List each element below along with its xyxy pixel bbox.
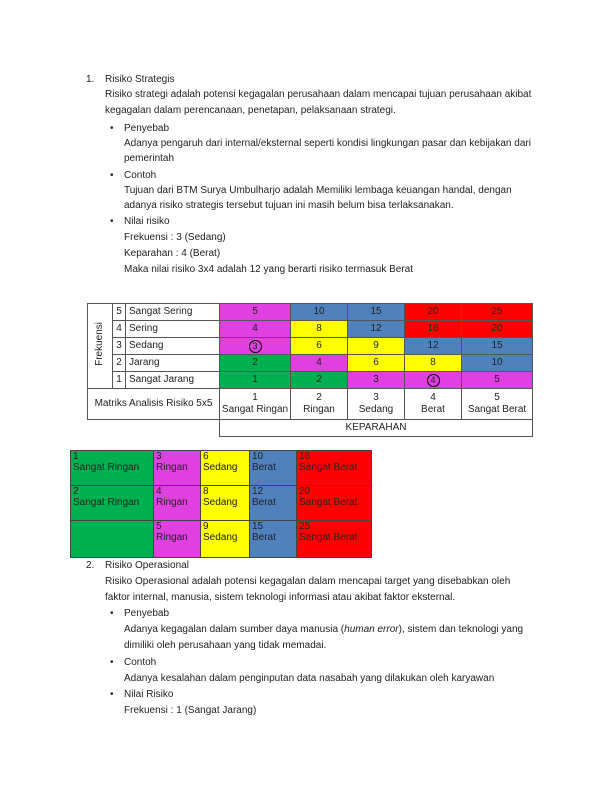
- cell-value: 12: [370, 323, 382, 334]
- desc-line: Risiko Operasional adalah potensi kegagalan dalam mencapai target yang disebabkan oleh: [105, 576, 511, 587]
- desc-line: kegagalan dalam perencanaan, penetapan, pelaksanaan strategi.: [105, 105, 396, 116]
- legend-level: Ringan: [156, 497, 188, 508]
- legend-level: Sangat Berat: [299, 497, 358, 508]
- penyebab-text: dimiliki oleh perusahaan yang tidak memadai.: [124, 640, 327, 651]
- matrix-cell: [348, 338, 405, 355]
- legend-level: Berat: [252, 532, 276, 543]
- cell-value: 15: [491, 340, 503, 351]
- column-label: Sangat Ringan: [221, 404, 289, 415]
- matrix-cell: [405, 304, 462, 321]
- legend-score: 6: [203, 451, 209, 462]
- cell-value: 3: [249, 340, 262, 353]
- column-header: [348, 389, 405, 420]
- legend-score: 4: [156, 486, 162, 497]
- column-number: 3: [373, 392, 379, 403]
- cell-value: 8: [316, 323, 322, 334]
- column-label: Berat: [421, 404, 445, 415]
- contoh-text: Tujuan dari BTM Surya Umbulharjo adalah Memiliki lembaga keuangan handal, dengan: [124, 185, 512, 196]
- frekuensi-axis-label: [88, 304, 113, 389]
- matrix-cell: [462, 372, 533, 389]
- legend-cell: [154, 521, 201, 558]
- row-number: 3: [113, 338, 126, 355]
- cell-value: 25: [491, 306, 503, 317]
- legend-level: Sedang: [203, 497, 238, 508]
- cell-value: 10: [491, 357, 503, 368]
- row-label: Sering: [126, 321, 220, 338]
- legend-score: 5: [156, 521, 162, 532]
- legend-score: 25: [299, 521, 311, 532]
- frekuensi-text: Frekuensi : 3 (Sedang): [124, 232, 226, 243]
- legend-level: Berat: [252, 462, 276, 473]
- cell-value: 1: [252, 374, 258, 385]
- matrix-row: [88, 338, 533, 355]
- column-label: Sangat Berat: [467, 404, 527, 415]
- legend-cell: [201, 451, 250, 486]
- legend-cell: [71, 521, 154, 558]
- matrix-cell: [405, 355, 462, 372]
- matrix-row: [88, 372, 533, 389]
- legend-score: 15: [252, 521, 264, 532]
- emphasis-run: human error: [344, 624, 399, 635]
- matrix-caption: Matriks Analisis Risiko 5x5: [88, 389, 220, 420]
- legend-cell: [297, 521, 372, 558]
- frekuensi-text: Frekuensi: [94, 322, 105, 366]
- column-header: [405, 389, 462, 420]
- bullet-icon: •: [110, 170, 114, 181]
- row-number: 4: [113, 321, 126, 338]
- nilai-label: Nilai risiko: [124, 216, 170, 227]
- cell-value: 12: [427, 340, 439, 351]
- cell-value: 9: [373, 340, 379, 351]
- matrix-cell: [220, 321, 291, 338]
- column-number: 4: [430, 392, 436, 403]
- risk-matrix: [87, 303, 533, 437]
- legend-score: 16: [299, 451, 311, 462]
- legend-cell: [201, 486, 250, 521]
- frekuensi-text: Frekuensi : 1 (Sangat Jarang): [124, 705, 257, 716]
- section-number: 2.: [86, 560, 95, 571]
- cell-value: 8: [430, 357, 436, 368]
- legend-score: 2: [73, 486, 79, 497]
- bullet-icon: •: [110, 608, 114, 619]
- keparahan-row: [88, 420, 533, 437]
- cell-value: 5: [494, 374, 500, 385]
- column-header: [462, 389, 533, 420]
- matrix-cell: [405, 321, 462, 338]
- matrix-cell: [405, 338, 462, 355]
- contoh-label: Contoh: [124, 657, 157, 668]
- legend-level: Ringan: [156, 462, 188, 473]
- legend-level: Sangat Ringan: [73, 497, 140, 508]
- matrix-cell: [462, 355, 533, 372]
- cell-value: 10: [313, 306, 325, 317]
- legend-cell: [71, 451, 154, 486]
- legend-cell: [297, 451, 372, 486]
- cell-value: 20: [491, 323, 503, 334]
- row-label: Sangat Jarang: [126, 372, 220, 389]
- keparahan-text: Keparahan : 4 (Berat): [124, 248, 221, 259]
- bullet-icon: •: [110, 216, 114, 227]
- matrix-row: [88, 355, 533, 372]
- legend-level: Sedang: [203, 462, 238, 473]
- legend-cell: [250, 451, 297, 486]
- column-label: Sedang: [358, 404, 394, 415]
- legend-level: Sangat Berat: [299, 532, 358, 543]
- legend-level: Berat: [252, 497, 276, 508]
- matrix-cell: [348, 355, 405, 372]
- column-header-row: [88, 389, 533, 420]
- column-label: Ringan: [303, 404, 335, 415]
- matrix-cell: [462, 304, 533, 321]
- cell-value: 16: [427, 323, 439, 334]
- legend-level: Sangat Berat: [299, 462, 358, 473]
- matrix-cell: [220, 355, 291, 372]
- legend-cell: [297, 486, 372, 521]
- legend-row: [71, 451, 372, 486]
- risk-legend: [70, 450, 372, 558]
- legend-score: 10: [252, 451, 264, 462]
- matrix-cell: [220, 372, 291, 389]
- cell-value: 4: [316, 357, 322, 368]
- matrix-row: [88, 304, 533, 321]
- contoh-text: Adanya kesalahan dalam penginputan data nasabah yang dilakukan oleh karyawan: [124, 673, 495, 684]
- kesimpulan-text: Maka nilai risiko 3x4 adalah 12 yang berarti risiko termasuk Berat: [124, 264, 414, 275]
- matrix-cell: [348, 304, 405, 321]
- row-number: 1: [113, 372, 126, 389]
- matrix-cell: [220, 304, 291, 321]
- penyebab-text: [124, 624, 523, 636]
- text-run: ), sistem dan teknologi yang: [398, 624, 524, 635]
- section-number: 1.: [86, 74, 95, 85]
- legend-score: 1: [73, 451, 79, 462]
- text-run: Adanya kegagalan dalam sumber daya manusia (: [124, 624, 345, 635]
- penyebab-text: Adanya pengaruh dari internal/eksternal seperti kondisi lingkungan pasar dan kebijakan dari: [124, 138, 531, 149]
- matrix-cell: [462, 338, 533, 355]
- row-label: Jarang: [126, 355, 220, 372]
- cell-value: 2: [316, 374, 322, 385]
- legend-row: [71, 486, 372, 521]
- desc-line: faktor internal, manusia, sistem teknologi informasi atau akibat faktor eksternal.: [105, 592, 456, 603]
- cell-value: 6: [373, 357, 379, 368]
- row-label: Sangat Sering: [126, 304, 220, 321]
- bullet-icon: •: [110, 657, 114, 668]
- cell-value: 5: [252, 306, 258, 317]
- column-number: 1: [252, 392, 258, 403]
- legend-score: 20: [299, 486, 311, 497]
- matrix-cell: [220, 338, 291, 355]
- cell-value: 3: [373, 374, 379, 385]
- cell-value: 15: [370, 306, 382, 317]
- contoh-label: Contoh: [124, 170, 157, 181]
- legend-row: [71, 521, 372, 558]
- section-title: Risiko Operasional: [105, 560, 189, 571]
- row-number: 2: [113, 355, 126, 372]
- column-header: [220, 389, 291, 420]
- legend-cell: [250, 486, 297, 521]
- legend-score: 8: [203, 486, 209, 497]
- matrix-cell: [291, 321, 348, 338]
- column-header: [291, 389, 348, 420]
- matrix-cell: [291, 355, 348, 372]
- row-label: Sedang: [126, 338, 220, 355]
- row-number: 5: [113, 304, 126, 321]
- contoh-text: adanya risiko strategis tersebut tujuan ini masih belum bisa terlaksanakan.: [124, 200, 454, 211]
- legend-level: Sedang: [203, 532, 238, 543]
- keparahan-axis-label: KEPARAHAN: [220, 420, 533, 437]
- penyebab-label: Penyebab: [124, 123, 170, 134]
- cell-value: 6: [316, 340, 322, 351]
- cell-value: 20: [427, 306, 439, 317]
- legend-cell: [71, 486, 154, 521]
- column-number: 5: [494, 392, 500, 403]
- legend-cell: [201, 521, 250, 558]
- matrix-cell: [348, 372, 405, 389]
- blank-cell: [88, 420, 220, 437]
- matrix-cell: [405, 372, 462, 389]
- legend-cell: [154, 486, 201, 521]
- matrix-cell: [462, 321, 533, 338]
- cell-value: 4: [252, 323, 258, 334]
- column-number: 2: [316, 392, 322, 403]
- legend-cell: [250, 521, 297, 558]
- matrix-cell: [348, 321, 405, 338]
- legend-level: Ringan: [156, 532, 188, 543]
- penyebab-label: Penyebab: [124, 608, 170, 619]
- cell-value: 4: [427, 374, 440, 387]
- section-title: Risiko Strategis: [105, 74, 175, 85]
- legend-level: Sangat Ringan: [73, 462, 140, 473]
- nilai-label: Nilai Risiko: [124, 689, 174, 700]
- legend-score: 9: [203, 521, 209, 532]
- desc-line: Risiko strategi adalah potensi kegagalan perusahaan dalam mencapai tujuan perusahaan akibat: [105, 89, 532, 100]
- legend-score: 3: [156, 451, 162, 462]
- bullet-icon: •: [110, 123, 114, 134]
- legend-score: 12: [252, 486, 264, 497]
- matrix-cell: [291, 304, 348, 321]
- legend-cell: [154, 451, 201, 486]
- bullet-icon: •: [110, 689, 114, 700]
- cell-value: 2: [252, 357, 258, 368]
- matrix-row: [88, 321, 533, 338]
- penyebab-text: pemerintah: [124, 153, 175, 164]
- matrix-cell: [291, 372, 348, 389]
- matrix-cell: [291, 338, 348, 355]
